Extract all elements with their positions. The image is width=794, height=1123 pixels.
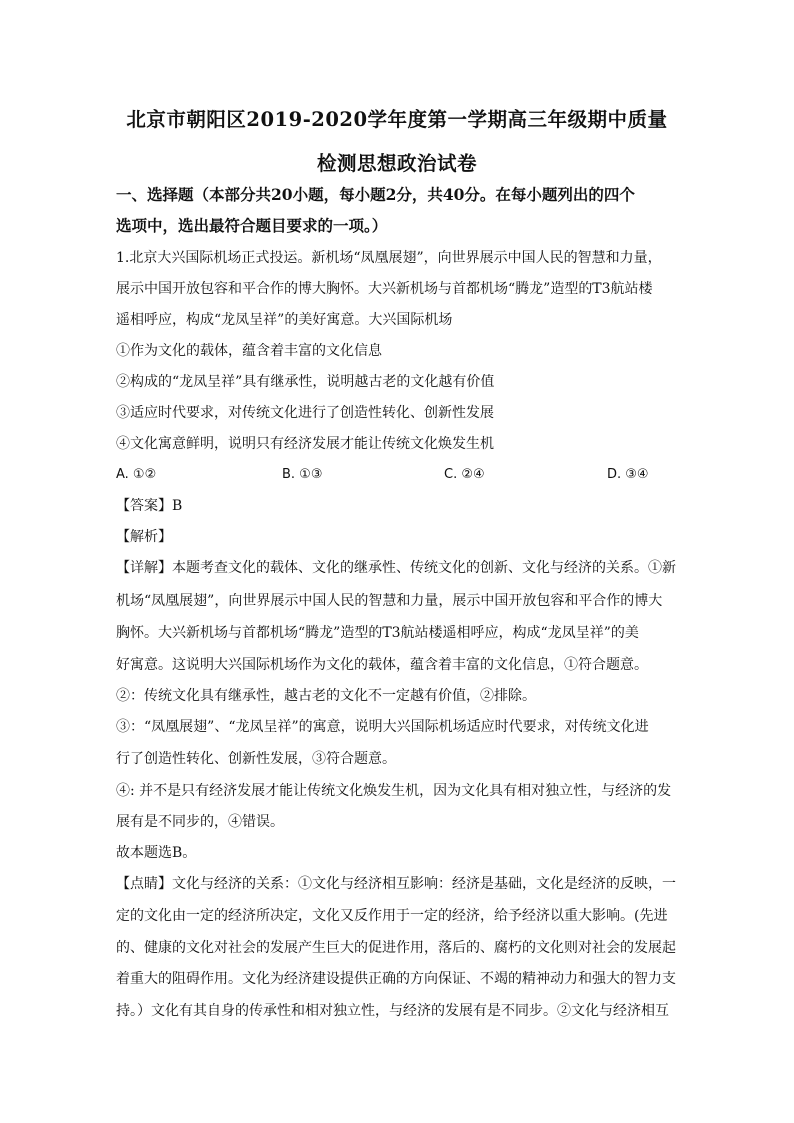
section-heading-line-1: 一、选择题（本部分共20小题，每小题2分，共40分。在每小题列出的四个 [116, 185, 635, 204]
document-title-line-1: 北京市朝阳区2019-2020学年度第一学期高三年级期中质量 [126, 108, 668, 131]
point-line-2: 定的文化由一定的经济所决定，文化又反作用于一定的经济，给予经济以重大影响。(先进 [116, 908, 668, 924]
point-line-5: 持。）文化有其自身的传承性和相对独立性，与经济的发展有是不同步。②文化与经济相互 [116, 1003, 669, 1019]
analysis-detail-line-3: 胸怀。大兴新机场与首都机场“腾龙”造型的T3航站楼遥相呼应，构成“龙凤呈祥”的美 [116, 625, 639, 641]
analysis-detail-line-7: 行了创造性转化、创新性发展，③符合题意。 [116, 751, 396, 767]
statement-2: ②构成的“龙凤呈祥”具有继承性，说明越古老的文化越有价值 [116, 374, 495, 390]
option-d: D. ③④ [607, 467, 649, 482]
analysis-label: 【解析】 [116, 529, 172, 545]
question-stem-line-1: 1.北京大兴国际机场正式投运。新机场“凤凰展翅”，向世界展示中国人民的智慧和力量， [116, 250, 662, 266]
analysis-detail-line-1: 【详解】本题考查文化的载体、文化的继承性、传统文化的创新、文化与经济的关系。①新 [116, 560, 676, 576]
point-line-3: 的、健康的文化对社会的发展产生巨大的促进作用，落后的、腐朽的文化则对社会的发展起 [116, 940, 676, 956]
analysis-detail-line-6: ③：“凤凰展翅”、“龙凤呈祥”的寓意，说明大兴国际机场适应时代要求，对传统文化进 [116, 719, 649, 735]
question-stem-line-3: 遥相呼应，构成“龙凤呈祥”的美好寓意。大兴国际机场 [116, 312, 453, 328]
option-b: B. ①③ [282, 467, 323, 482]
answer-label: 【答案】B [116, 498, 183, 514]
option-c: C. ②④ [444, 467, 485, 482]
analysis-detail-line-9: 展有是不同步的，④错误。 [116, 814, 284, 830]
analysis-detail-line-2: 机场“凤凰展翅”，向世界展示中国人民的智慧和力量，展示中国开放包容和平合作的博大 [116, 593, 663, 609]
point-line-1: 【点睛】文化与经济的关系：①文化与经济相互影响：经济是基础，文化是经济的反映，一 [116, 876, 676, 892]
point-line-4: 着重大的阻碍作用。文化为经济建设提供正确的方向保证、不竭的精神动力和强大的智力支 [116, 971, 676, 987]
analysis-detail-line-8: ④: 并不是只有经济发展才能让传统文化焕发生机，因为文化具有相对独立性，与经济的发 [116, 783, 672, 799]
analysis-conclusion: 故本题选B。 [116, 845, 197, 861]
document-title-line-2: 检测思想政治试卷 [316, 152, 477, 175]
analysis-detail-line-4: 好寓意。这说明大兴国际机场作为文化的载体，蕴含着丰富的文化信息，①符合题意。 [116, 657, 648, 673]
statement-1: ①作为文化的载体，蕴含着丰富的文化信息 [116, 343, 382, 359]
statement-4: ④文化寓意鲜明，说明只有经济发展才能让传统文化焕发生机 [116, 436, 494, 452]
question-stem-line-2: 展示中国开放包容和平合作的博大胸怀。大兴新机场与首都机场“腾龙”造型的T3航站楼 [116, 281, 653, 297]
option-a: A. ①② [116, 467, 157, 482]
analysis-detail-line-5: ②：传统文化具有继承性，越古老的文化不一定越有价值，②排除。 [116, 688, 536, 704]
section-heading-line-2: 选项中，选出最符合题目要求的一项。） [116, 216, 388, 235]
statement-3: ③适应时代要求，对传统文化进行了创造性转化、创新性发展 [116, 405, 494, 421]
